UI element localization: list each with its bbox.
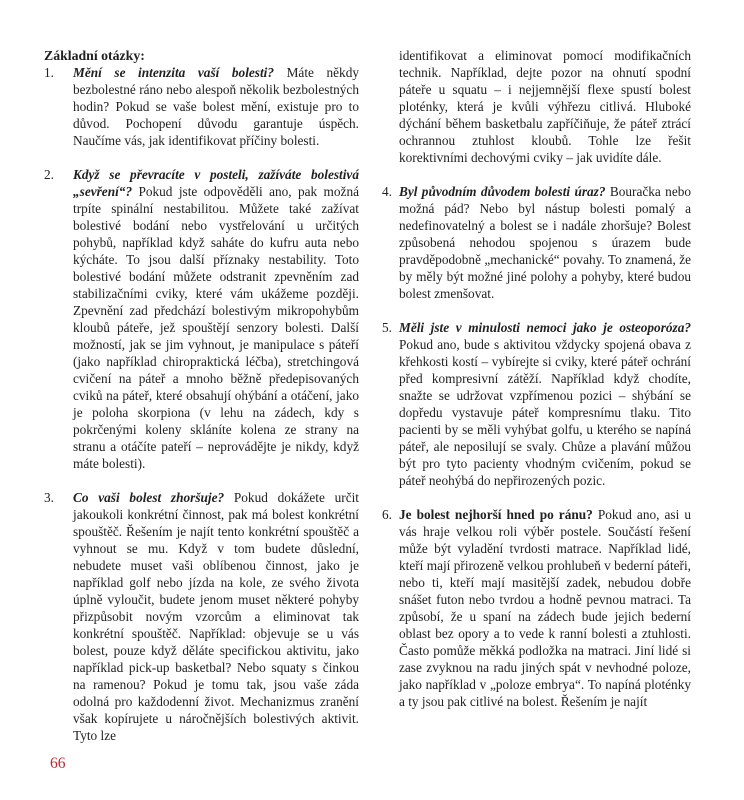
item-6-answer: Pokud ano, asi u vás hraje velkou roli výběr postele. Součástí řešení může být vyladění tvrdosti matrace. Například lidé, kteří mají přirozeně velkou prohlubeň v bederní páteři, nebo ti, kteří mají masitější zadek, nebudou dobře snášet futon nebo tvrdou a hodně pevnou matraci. Ta způsobí, že u spaní na zádech bude jejich bederní oblast bez opory a to vede k ranní bolesti a ztuhlosti. Často pomůže měkká podložka na matraci. Jiní lidé si zase zvyknou na radu jiných spát v nevhodné poloze, jako například v „poloze embrya“. To napíná ploténky a ty jsou pak citlivé na bolest. Řešením je najít xyxy=(399,507,692,709)
item-3-question: Co vaši bolest zhoršuje? xyxy=(73,490,225,505)
item-2-body xyxy=(73,166,359,472)
page-number: 66 xyxy=(50,755,66,772)
item-3-continuation: identifikovat a eliminovat pomocí modifikačních technik. Například, dejte pozor na ohnutí spodní páteře u squatu – i nejjemnější flexe spustí bolest ploténky, která je kvůli výhřezu citlivá. Hluboké dýchání během basketbalu zapříčiňuje, že páteř ztrácí ochrannou ztuhlost kloubů. Tohle lze řešit korektivními dechovými cviky – jak uvidíte dále. xyxy=(399,48,691,165)
item-2-answer: Pokud jste odpověděli ano, pak možná trpíte spinální nestabilitou. Můžete také zažívat bolestivé bodání nebo vystřelování u určitých pohybů, například když saháte do kufru auta nebo kýcháte. To jsou další příznaky nestability. Toto bolestivé bodání můžete odstranit zpevněním zad stabilizačními cviky, které vám ukážeme později. Zpevnění zad předchází bolestivým mikropohybům kloubů páteře, jež spouštějí senzory bolesti. Další možností, jak se jim vyhnout, je manipulace s páteří (jako například chiropraktická léčba), stretchingová cvičení na páteř a mnoho běžně předepisovaných cviků na páteř, které obsahují ohýbání a otáčení, jako je poloha skorpiona (v lehu na zádech, kdy s pokrčenými koleny skláníte kolena ze strany na stranu a otáčíte pateří – neprovádějte je nikdy, když máte bolesti). xyxy=(73,184,359,471)
item-4-question: Byl původním důvodem bolesti úraz? xyxy=(399,184,606,199)
list-item-1 xyxy=(44,64,359,149)
item-5-answer: Pokud ano, bude s aktivitou vždycky spojená obava z křehkosti kostí – vybírejte si cviky, které páteř ochrání před kompresivní zátěží. Například když chodíte, snažte se udržovat vzpřímenou pozici – shýbání se dopředu vystavuje páteř kompresnímu tlaku. Tito pacienti by se měli vyhýbat golfu, u kterého se napíná páteř, ale neposilují se svaly. Chůze a plavání můžou být pro tyto pacienty vhodným cvičením, pokud se páteř neohýbá do nepřirozených pozic. xyxy=(399,337,691,488)
item-6-number: 6. xyxy=(382,507,392,522)
item-2-question: Když se převracíte v posteli, zažíváte bolestivá „sevření“? xyxy=(73,167,359,199)
list-item-5 xyxy=(382,319,691,489)
item-3-number: 3. xyxy=(44,490,54,505)
item-4-body xyxy=(399,183,691,302)
item-4-answer: Bouračka nebo možná pád? Nebo byl nástup bolesti pomalý a nedefinovatelný a bolest se i nadále zhoršuje? Bolest způsobená nehodou spojenou s úrazem bude pravděpodobně „mechanické“ povahy. To znamená, že by měly být možné jiné polohy a pohyby, které budou bolest zmenšovat. xyxy=(399,184,692,301)
item-1-question: Mění se intenzita vaší bolesti? xyxy=(73,65,275,80)
section-heading: Základní otázky: xyxy=(44,48,145,63)
item-6-question: Je bolest nejhorší hned po ránu? xyxy=(399,507,593,522)
list-item-3 xyxy=(44,489,359,744)
item-3-body xyxy=(73,489,359,744)
item-2-number: 2. xyxy=(44,167,54,182)
item-3-answer: Pokud dokážete určit jakoukoli konkrétní činnost, pak má bolest konkrétní spouštěč. Řešením je najít tento konkrétní spouštěč a vyhnout se mu. Když v tom budete důslední, nebudete muset vaši oblíbenou činnost, jako je například golf nebo jízda na kole, ze svého života úplně vyloučit, budete jenom muset některé pohyby přizpůsobit novým vzorcům a eliminovat tak konkrétní spouštěč. Například: objevuje se u vás bolest, pouze když děláte specifickou aktivitu, jako například pick-up basketbal? Nebo squaty s činkou na ramenou? Pokud je tomu tak, jsou vaše záda odolná pro každodenní život. Mechanizmus zranění však kopírujete u náročnějších bolestivých aktivit. Tyto lze xyxy=(73,490,359,743)
item-1-number: 1. xyxy=(44,65,54,80)
item-1-answer: Máte někdy bezbolestné ráno nebo alespoň několik bezbolestných hodin? Pokud se vaše bolest mění, existuje pro to důvod. Pochopení důvodu garantuje úspěch. Naučíme vás, jak identifikovat příčiny bolesti. xyxy=(73,65,359,148)
item-5-question: Měli jste v minulosti nemoci jako je osteoporóza? xyxy=(399,320,691,335)
item-4-number: 4. xyxy=(382,184,392,199)
right-column xyxy=(382,47,691,710)
list-item-6 xyxy=(382,506,691,710)
left-column xyxy=(44,47,359,744)
list-item-4 xyxy=(382,183,691,302)
item-5-number: 5. xyxy=(382,320,392,335)
item-6-body xyxy=(399,506,691,710)
item-1-body xyxy=(73,64,359,149)
list-item-2 xyxy=(44,166,359,472)
item-5-body xyxy=(399,319,691,489)
